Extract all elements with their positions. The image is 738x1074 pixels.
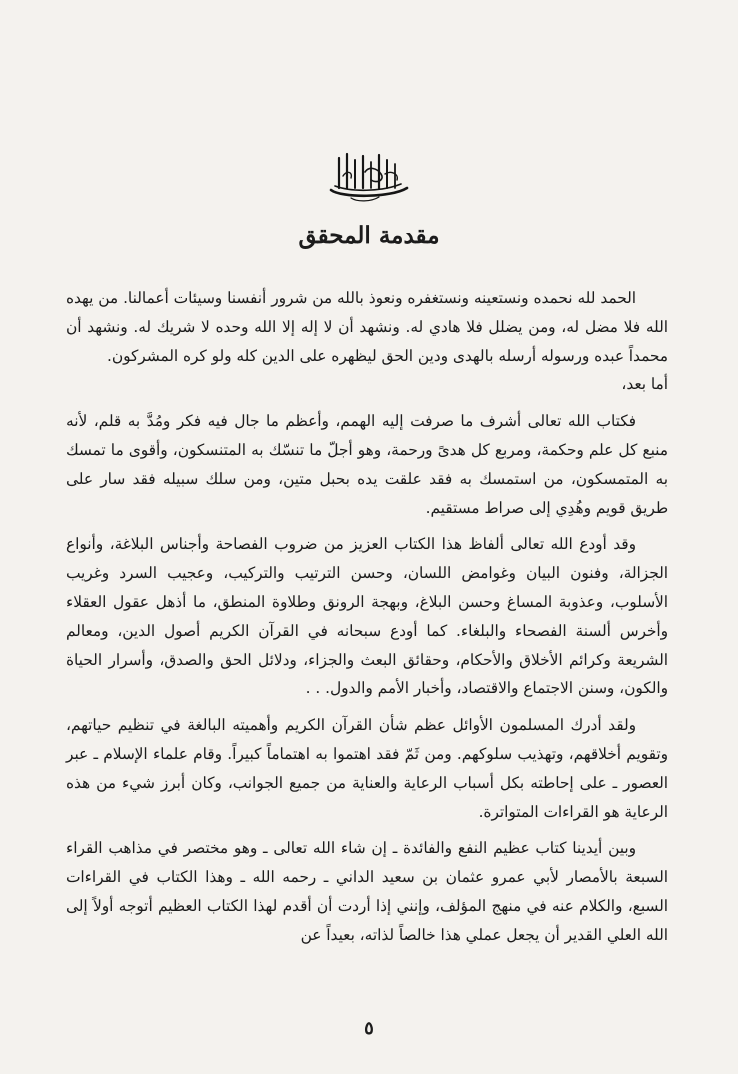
body-text	[66, 284, 668, 950]
basmala-calligraphy	[0, 150, 738, 202]
paragraph-early-muslims: ولقد أدرك المسلمون الأوائل عظم شأن القرآن الكريم وأهميته البالغة في تنظيم حياتهم، وتقويم أخلاقهم، وتهذيب سلوكهم. ومن ثَمّ فقد اهتموا به اهتماماً كبيراً. وقام علماء الإسلام ـ عبر العصور ـ على إحاطته بكل أسباب الرعاية والعناية من جميع الجوانب، وكان أبرز شيء من هذه الرعاية هو القراءات المتواترة.	[66, 716, 668, 821]
basmala-calligraphy-icon	[321, 150, 417, 202]
page-title: مقدمة المحقق	[298, 222, 440, 249]
paragraph-book-of-god: فكتاب الله تعالى أشرف ما صرفت إليه الهمم، وأعظم ما جال فيه فكر ومُدَّ به قلم، لأنه منبع كل علم وحكمة، ومربع كل هدىً ورحمة، وهو أجلّ ما تنسّك به المتنسكون، وأقوى ما تمسك به المتمسكون، من استمسك به فقد علقت يده بحبل متين، ومن سلك سبيله فقد سار على طريق قويم وهُدِي إلى صراط مستقيم.	[66, 412, 668, 517]
paragraph-this-book: وبين أيدينا كتاب عظيم النفع والفائدة ـ إن شاء الله تعالى ـ وهو مختصر في مذاهب القراء السبعة بالأمصار لأبي عمرو عثمان بن سعيد الداني ـ رحمه الله ـ وهذا الكتاب في القراءات السبع، والكلام عنه في منهج المؤلف، وإنني إذا أردت أن أقدم لهذا الكتاب العظيم أتوجه أولاً إلى الله العلي القدير أن يجعل عملي هذا خالصاً لذاته، بعيداً عن	[66, 839, 668, 944]
paragraph-amma-bad: أما بعد،	[621, 375, 668, 394]
paragraph-eloquence: وقد أودع الله تعالى ألفاظ هذا الكتاب العزيز من ضروب الفصاحة وأجناس البلاغة، وأنواع الجزالة، وفنون البيان وغوامض اللسان، وحسن الترتيب والتركيب، وعجيب السرد وغريب الأسلوب، وعذوبة المساغ وحسن البلاغ، وبهجة الرونق وطلاوة المنطق، ما أذهل عقول العقلاء وأخرس ألسنة الفصحاء والبلغاء. كما أودع سبحانه في القرآن الكريم أصول الدين، ومعالم الشريعة وكرائم الأخلاق والأحكام، وحقائق البعث والجزاء، ودلائل الحق والصدق، وأسرار الحياة والكون، وسنن الاجتماع والاقتصاد، وأخبار الأمم والدول. . .	[66, 535, 668, 698]
paragraph-opening: الحمد لله نحمده ونستعينه ونستغفره ونعوذ بالله من شرور أنفسنا وسيئات أعمالنا. من يهده الله فلا مضل له، ومن يضلل فلا هادي له. ونشهد أن لا إله إلا الله وحده لا شريك له. ونشهد أن محمداً عبده ورسوله أرسله بالهدى ودين الحق ليظهره على الدين كله ولو كره المشركون.	[66, 289, 668, 365]
page-number: ٥	[364, 1018, 374, 1039]
